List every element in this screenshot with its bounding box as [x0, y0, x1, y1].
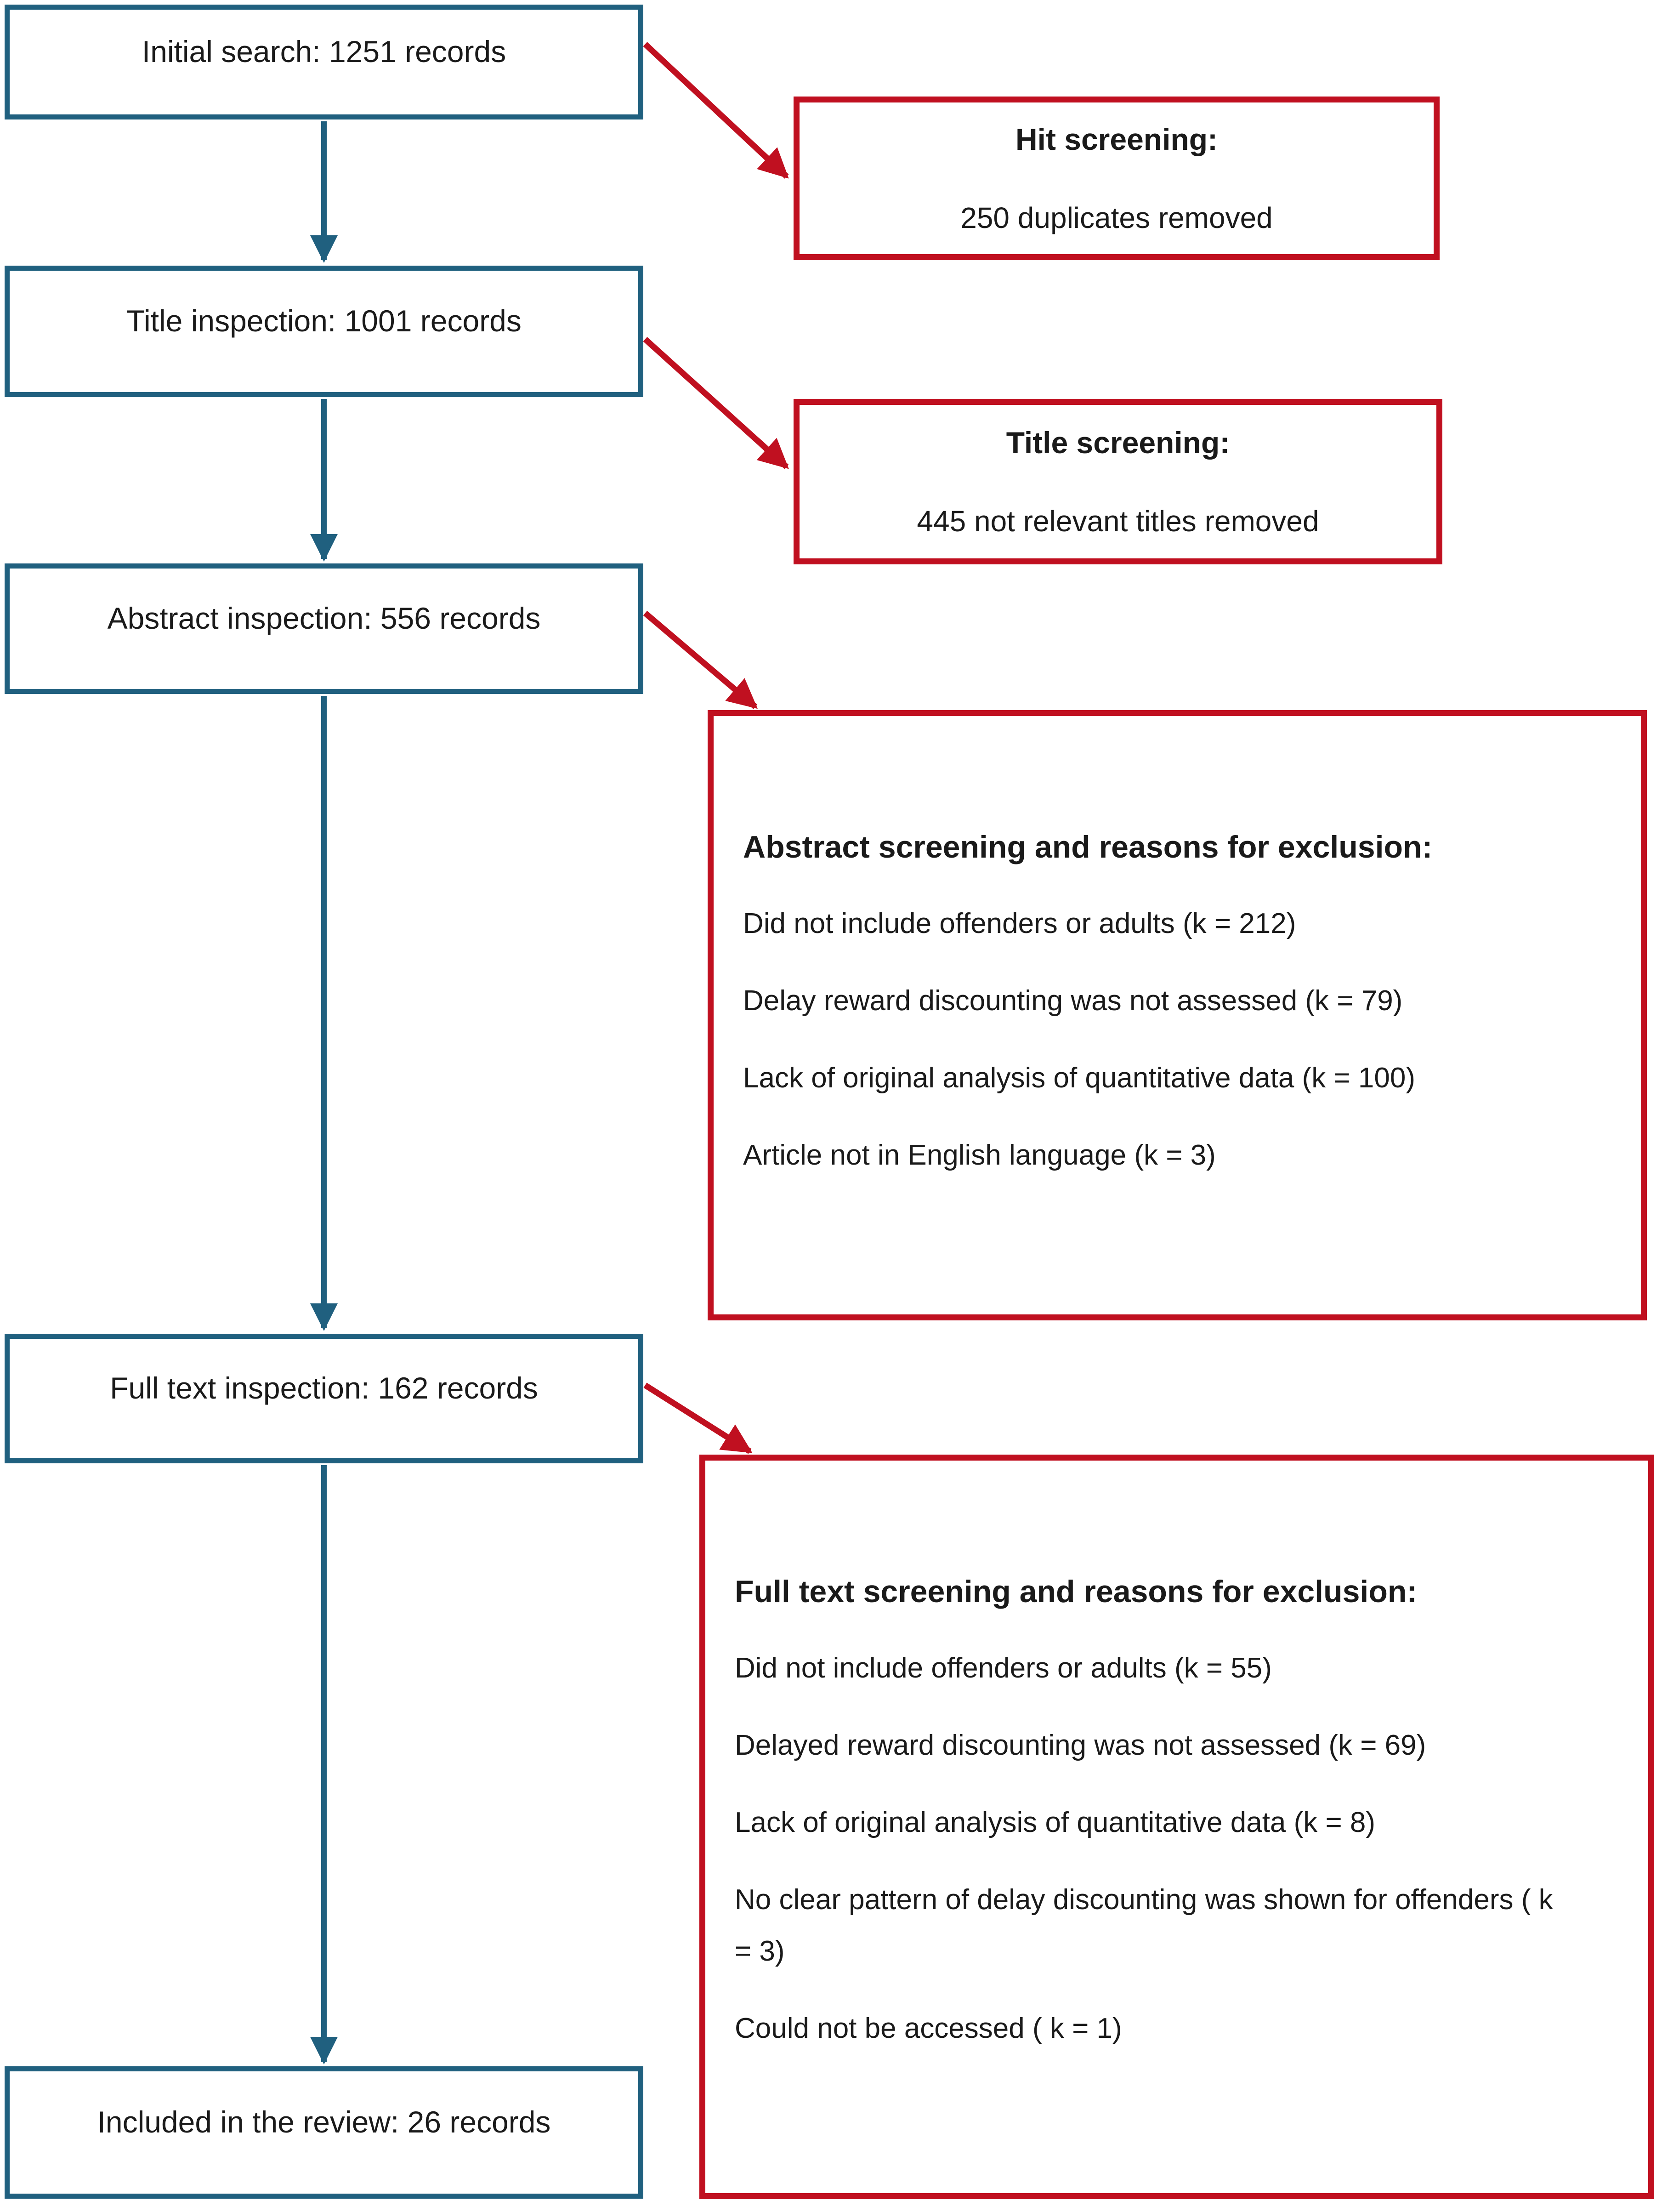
exclusion-reason: Lack of original analysis of quantitative data (k = 100)	[743, 1062, 1416, 1094]
exclusion-box-hit-screening	[794, 97, 1440, 260]
exclusion-reason: Did not include offenders or adults (k = 55)	[735, 1652, 1272, 1684]
exclusion-reason: Article not in English language (k = 3)	[743, 1139, 1216, 1171]
exclusion-reason: Delay reward discounting was not assessed (k = 79)	[743, 985, 1403, 1017]
process-box-included-in-review	[5, 2066, 643, 2199]
process-box-label: Initial search: 1251 records	[142, 34, 506, 68]
exclusion-reason: No clear pattern of delay discounting was shown for offenders ( k = 3)	[735, 1884, 1553, 1967]
process-box-label: Full text inspection: 162 records	[110, 1371, 538, 1405]
exclusion-box-title: Abstract screening and reasons for exclusion:	[743, 830, 1433, 864]
process-box-label: Included in the review: 26 records	[97, 2105, 551, 2139]
exclusion-reason: Could not be accessed ( k = 1)	[735, 2013, 1122, 2044]
exclusion-reason: Delayed reward discounting was not assessed (k = 69)	[735, 1729, 1426, 1761]
arrow-title-to-title-screening	[645, 339, 787, 467]
process-box-title-inspection	[5, 266, 643, 397]
arrow-initial-to-hit-screening	[645, 44, 787, 176]
exclusion-box-title-screening	[794, 399, 1442, 564]
exclusion-box-fulltext-screening	[699, 1455, 1654, 2199]
process-box-fulltext-inspection	[5, 1334, 643, 1463]
process-box-initial-search	[5, 5, 643, 119]
exclusion-box-abstract-screening	[708, 710, 1647, 1320]
exclusion-box-title: Title screening:	[1006, 426, 1230, 460]
exclusion-reason: Lack of original analysis of quantitative data (k = 8)	[735, 1807, 1376, 1838]
exclusion-box-title: Full text screening and reasons for exclusion:	[735, 1574, 1418, 1609]
arrow-abstract-to-abstract-screening	[645, 613, 755, 707]
exclusion-reason: 250 duplicates removed	[960, 201, 1273, 234]
arrow-fulltext-to-fulltext-screening	[645, 1385, 750, 1451]
exclusion-reason: 445 not relevant titles removed	[917, 505, 1319, 538]
process-box-label: Abstract inspection: 556 records	[107, 601, 541, 635]
exclusion-reason: Did not include offenders or adults (k = 212)	[743, 908, 1296, 939]
process-box-abstract-inspection	[5, 563, 643, 694]
exclusion-box-title: Hit screening:	[1015, 122, 1218, 156]
process-box-label: Title inspection: 1001 records	[126, 304, 522, 338]
